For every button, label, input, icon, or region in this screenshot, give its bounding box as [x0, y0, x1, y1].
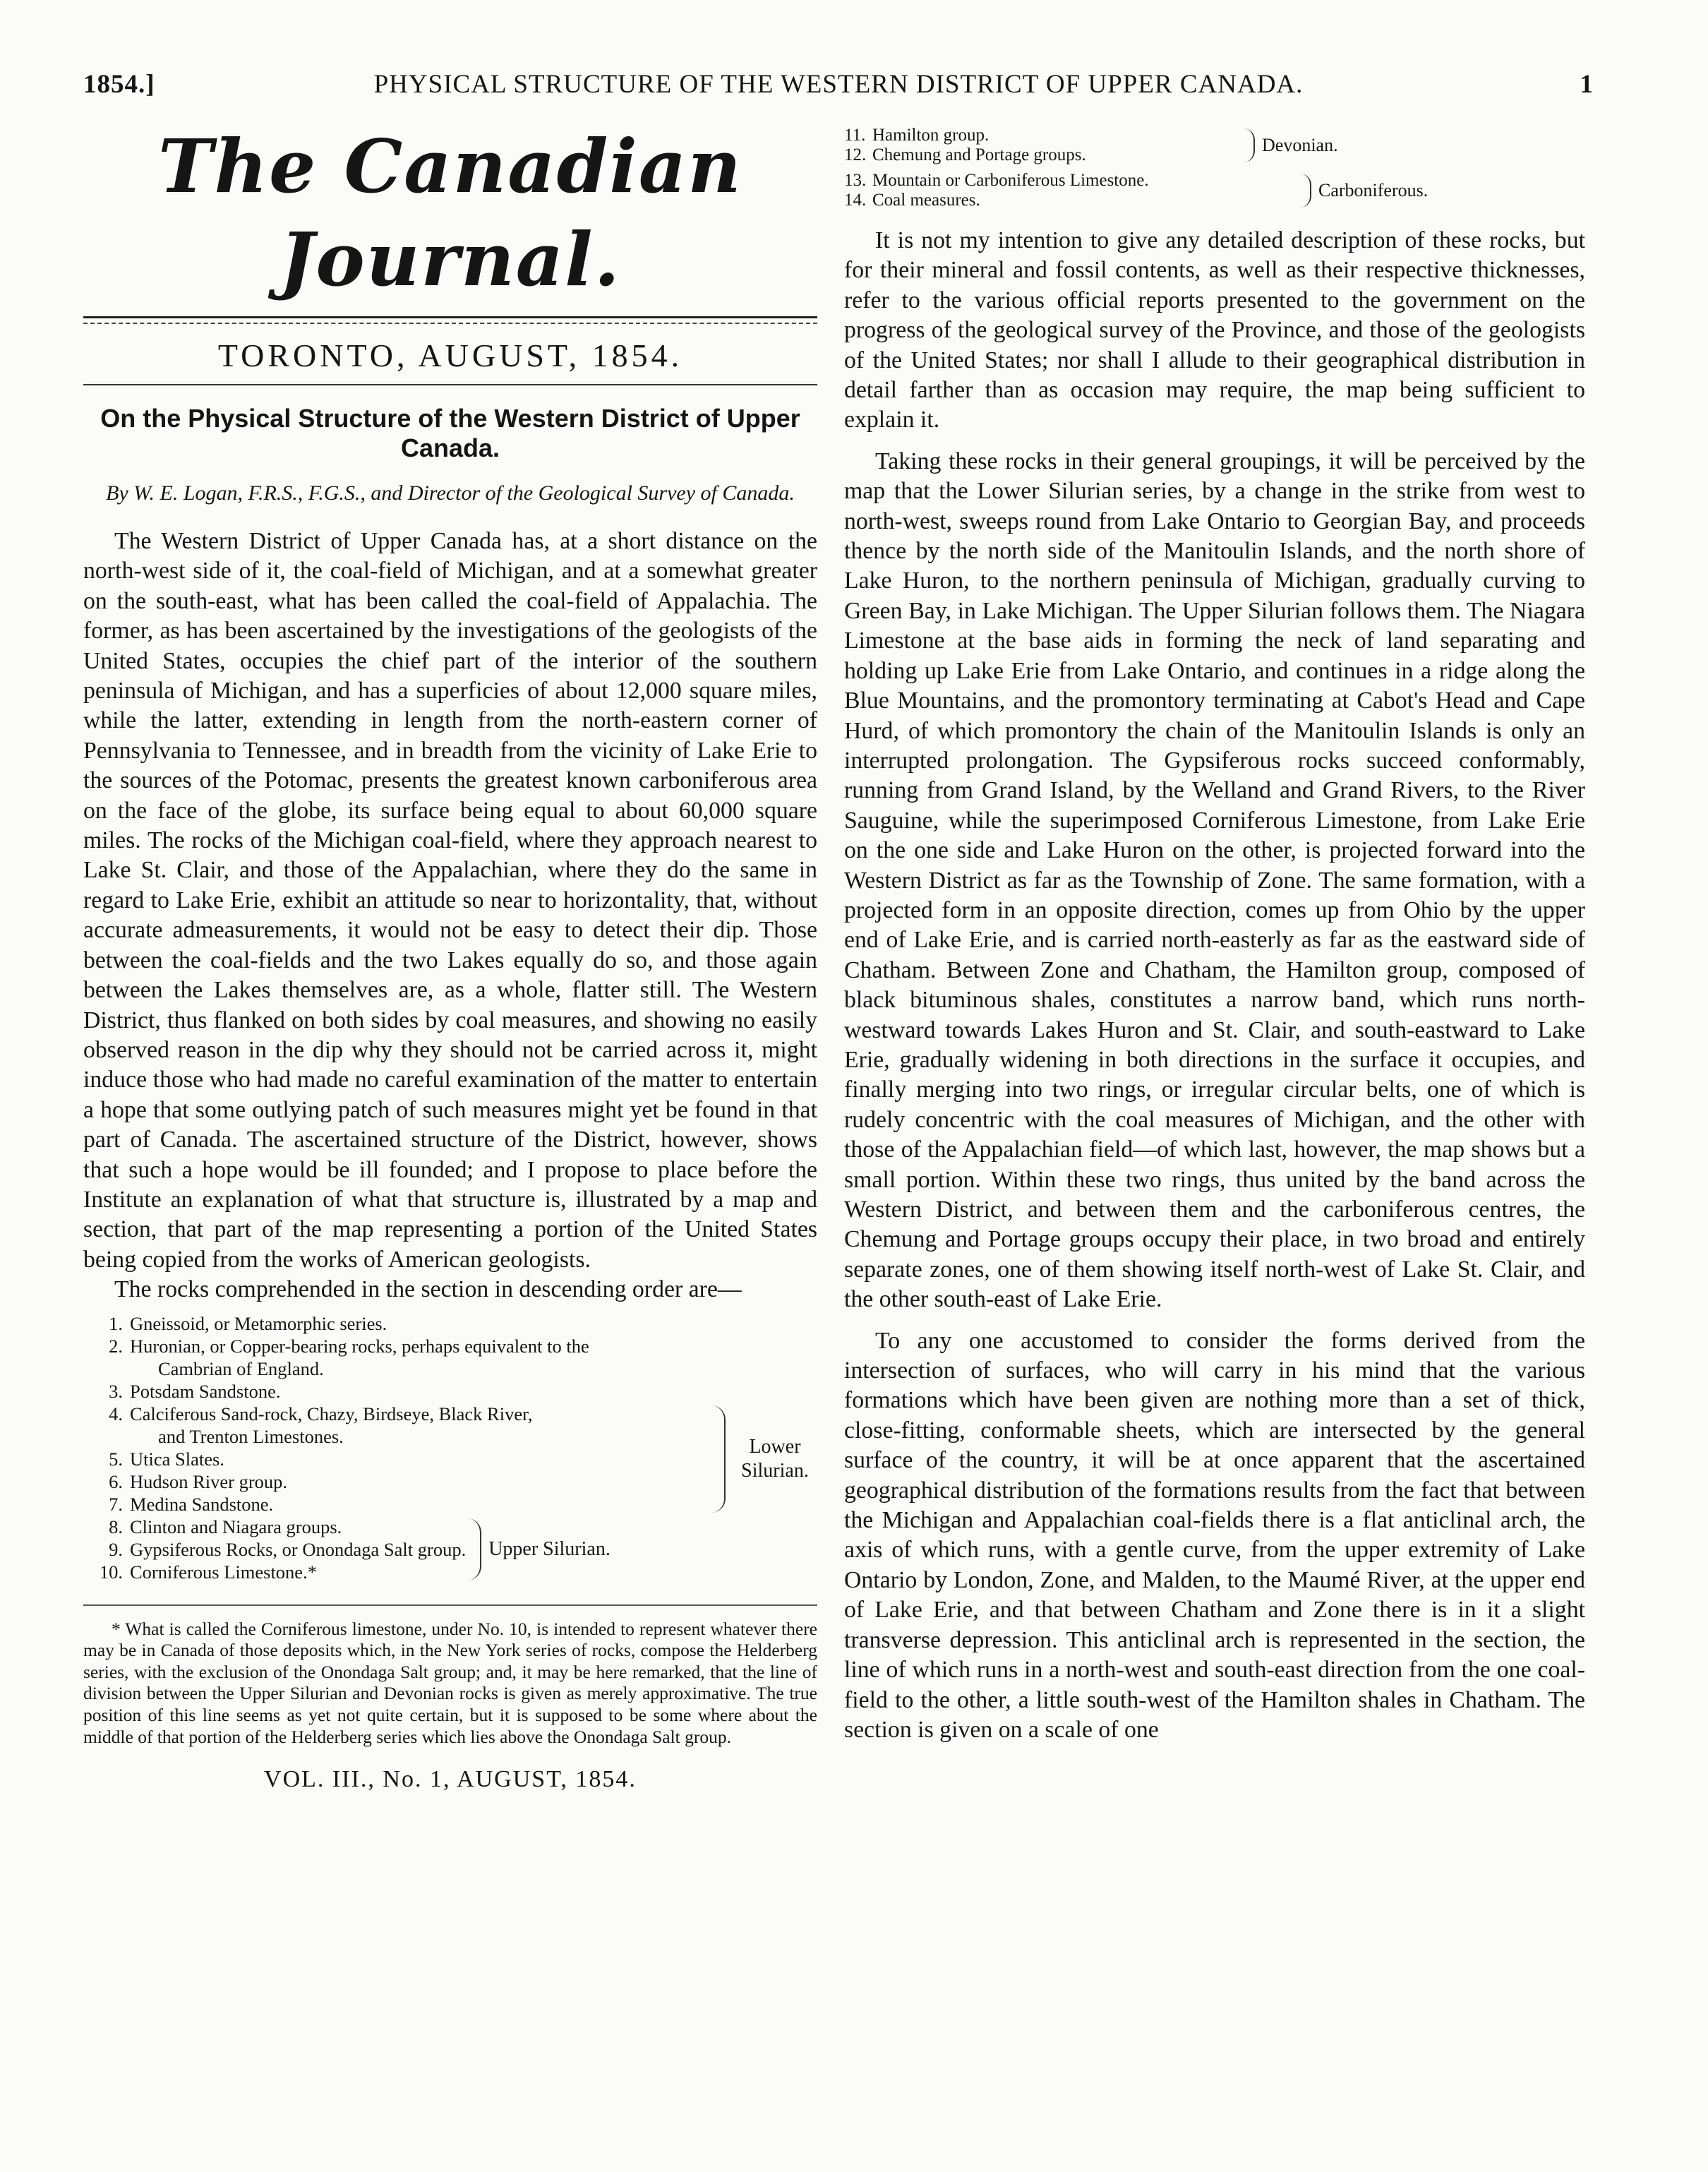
brace-icon	[466, 1518, 481, 1580]
header-date: 1854.]	[83, 70, 155, 99]
devonian-label: Devonian.	[1262, 135, 1338, 155]
masthead-rule	[83, 316, 817, 324]
list-item: 2. Huronian, or Copper-bearing rocks, perhaps equivalent to the Cambrian of England.	[109, 1335, 589, 1379]
upper-silurian-label: Upper Silurian.	[488, 1537, 611, 1560]
footnote: * What is called the Corniferous limestone, under No. 10, is intended to represent whatever there may be in Canada of those deposits which, in the New York series of rocks, compose the Helderberg series, with the exclusion of the Onondaga Salt group; and, it may be here remarked, that the line of division between the Upper Silurian and Devonian rocks is given as merely approximative. The true position of this line seems as yet not quite certain, but it is supposed to be some where about the middle of that portion of the Helderberg series which lies above the Onondaga Salt group.	[83, 1618, 817, 1747]
paragraph-1: The Western District of Upper Canada has, at a short distance on the north-west side of it, the coal-field of Michigan, and at a somewhat greater on the south-east, what has been called the coal-field of Appalachia. The former, as has been ascertained by the investigations of the geologists of the United States, occupies the chief part of the interior of the southern peninsula of Michigan, and has a superficies of about 12,000 square miles, while the latter, extending in length from the north-eastern corner of Pennsylvania to Tennessee, and in breadth from the vicinity of Lake Erie to the sources of the Potomac, presents the greatest known carboniferous area on the face of the globe, its surface being equal to about 60,000 square miles. The rocks of the Michigan coal-field, where they approach nearest to Lake St. Clair, and those of the Appalachian, where they do the same in regard to Lake Erie, exhibit an attitude so near to horizontality, that, without accurate admeasurements, it would not be easy to detect their dip. Those between the coal-fields and the two Lakes equally do so, and those again between the Lakes themselves are, as a whole, flatter still. The Western District, thus flanked on both sides by coal measures, and showing no easily observed reason in the dip why they should not be carried across it, might induce those who had made no careful examination of the matter to entertain a hope that some outlying patch of such measures might yet be found in that part of Canada. The ascertained structure of the District, however, shows that such a hope would be ill founded; and I propose to place before the Institute an explanation of what that structure is, illustrated by a map and section, that part of the map representing a portion of the United States being copied from the works of American geologists.	[83, 528, 817, 1273]
paragraph-4: Taking these rocks in their general groupings, it will be perceived by the map that the Lower Silurian series, by a change in the strike from west to north-west, sweeps round from Lake Ontario to Georgian Bay, and proceeds thence by the north side of the Manitoulin Islands, and the north shore of Lake Huron, to the northern peninsula of Michigan, gradually curving to Green Bay, in Lake Michigan. The Upper Silurian follows them. The Niagara Limestone at the base aids in forming the neck of land separating and holding up Lake Erie from Lake Ontario, and continues in a ridge along the Blue Mountains, and the promontory terminating at Cabot's Head and Cape Hurd, of which promontory the chain of the Manitoulin Islands is only an interrupted prolongation. The Gypsiferous rocks succeed conformably, running from Grand Island, by the Welland and Grand Rivers, to the River Sauguine, while the superimposed Corniferous Limestone, from Lake Erie on the one side and Lake Huron on the other, is projected forward into the Western District as far as the Township of Zone. The same formation, with a projected form in an opposite direction, comes up from Ohio by the upper end of Lake Erie, and is carried north-easterly as far as the eastward side of Chatham. Between Zone and Chatham, the Hamilton group, composed of black bituminous shales, constitutes a narrow band, which runs north-westward towards Lakes Huron and St. Clair, and south-eastward to Lake Erie, gradually widening in both directions in the surface it occupies, and finally merging into two rings, or irregular circular belts, one of which is rudely concentric with the coal measures of Michigan, and the other with those of the Appalachian field—of which last, however, the map shows but a small portion. Within these two rings, thus united by the band across the Western District, and between them and the carboniferous centres, the Chemung and Portage groups occupy their place, in two broad and entirely separate zones, one of them showing itself north-west of Lake St. Clair, and the other south-east of Lake Erie.	[844, 448, 1585, 1313]
rock-list-continued	[844, 126, 1585, 210]
upper-silurian-group: 8. Clinton and Niagara groups. 9. Gypsiferous Rocks, or Onondaga Salt group. 10. Corniferous Limestone.* Upper Silurian.	[99, 1516, 611, 1583]
header-title: PHYSICAL STRUCTURE OF THE WESTERN DISTRICT OF UPPER CANADA.	[373, 70, 1304, 99]
paragraph-2: The rocks comprehended in the section in descending order are—	[114, 1276, 742, 1303]
dateline: TORONTO, AUGUST, 1854.	[217, 337, 683, 373]
list-item: 1. Gneissoid, or Metamorphic series.	[109, 1312, 387, 1334]
rock-list	[83, 1312, 817, 1583]
carboniferous-label: Carboniferous.	[1318, 180, 1429, 200]
byline: By W. E. Logan, F.R.S., F.G.S., and Director of the Geological Survey of Canada.	[106, 481, 795, 505]
paragraph-3: It is not my intention to give any detailed description of these rocks, but for their mineral and fossil contents, as well as their respective thicknesses, refer to the various official reports presented to the government on the progress of the geological survey of the Province, and those of the geologists of the United States; nor shall I allude to their geographical distribution in detail farther than as occasion may require, the map being sufficient to explain it.	[844, 227, 1585, 433]
article-title: On the Physical Structure of the Western District of Upper Canada.	[100, 404, 800, 462]
left-column	[83, 120, 817, 1793]
lower-silurian-label: Lower Silurian.	[741, 1435, 809, 1482]
dateline-rule	[83, 384, 817, 385]
list-item: 3. Potsdam Sandstone.	[109, 1380, 281, 1402]
lower-silurian-group: 4. Calciferous Sand-rock, Chazy, Birdseye, Black River, and Trenton Limestones. 5. Utica Slates. 6. Hudson River group. 7. Medina Sandstone. Lower Silurian.	[83, 1403, 817, 1516]
right-column	[844, 126, 1585, 1745]
carboniferous-group: 13. Mountain or Carboniferous Limestone. 14. Coal measures. Carboniferous.	[844, 171, 1429, 210]
footnote-rule	[83, 1604, 817, 1606]
brace-icon	[1244, 128, 1255, 162]
paragraph-5: To any one accustomed to consider the forms derived from the intersection of surfaces, who will carry in his mind that the various formations which have been given are nothing more than a set of thick, close-fitting, conformable sheets, which are intersected by the general surface of the country, it will be at once apparent that the ascertained geographical distribution of the formations results from the fact that between the Michigan and Appalachian coal-fields there is a flat anticlinal arch, the axis of which runs, with a gentle curve, from the upper extremity of Lake Ontario by London, Zone, and Malden, to the Maumé River, at the upper end of Lake Erie, and that between Chatham and Zone there is in it a slight transverse depression. This anticlinal arch is represented in the section, the line of which runs in a north-west and south-east direction from the one coal-field to the other, a little south-west of the Hamilton shales in Chatham. The section is given on a scale of one	[844, 1327, 1585, 1743]
brace-icon	[1300, 174, 1311, 208]
brace-icon	[710, 1405, 726, 1513]
page-number: 1	[1580, 70, 1594, 99]
volume-line: VOL. III., No. 1, AUGUST, 1854.	[264, 1766, 637, 1793]
devonian-group: 11. Hamilton group. 12. Chemung and Portage groups. Devonian.	[844, 126, 1338, 164]
masthead: The Canadian Journal.	[158, 123, 742, 303]
